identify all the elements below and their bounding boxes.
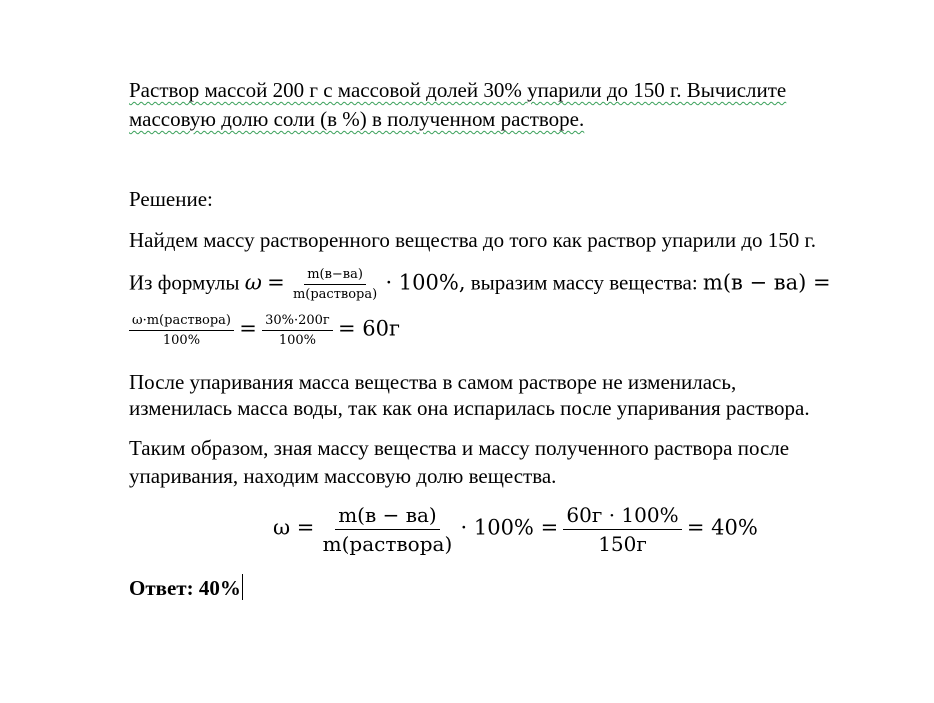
final-result: = 40% [686,515,758,540]
fraction-numerator: ω·m(раствора) [129,312,234,331]
text-cursor [242,574,244,600]
fraction-numerator: m(в − ва) [335,502,440,530]
final-fraction-2 [563,502,681,557]
fraction-denominator: 100% [162,333,201,348]
final-fraction-1 [320,502,456,557]
express-text: выразим массу вещества: [470,270,698,295]
times-100: · 100%, [385,270,466,295]
solution-heading: Решение: [129,187,213,211]
answer-value: 40% [198,576,241,600]
fraction-denominator: 100% [278,333,316,348]
paragraph-3-line-1: Таким образом, зная массу вещества и массу полученного раствора после [129,436,790,460]
final-lhs: ω = [273,515,315,540]
formula-line [129,266,831,303]
solution-step-1: Найдем массу растворенного вещества до того как раствор упарили до 150 г. [129,228,817,252]
mass-formula-fraction [129,312,234,349]
answer-line [129,574,243,603]
fraction-denominator: 150г [598,532,647,556]
omega-symbol: ω [244,270,262,295]
formula-intro: Из формулы [129,270,240,295]
substitution-line: $\frac{\text{ω·m(раствора)}}{100\%}$ = $\frac{30\%\cdot 200г}{100\%}$ = 60г [129,312,400,349]
fraction-numerator: 30%·200г [262,312,333,331]
fraction-denominator: m(раствора) [292,287,378,302]
numeric-fraction [262,312,333,349]
fraction-denominator: m(раствора) [322,532,453,556]
result-60g: = 60г [337,316,400,341]
final-formula [273,502,758,557]
fraction-numerator: 60г · 100% [563,502,681,530]
task-line-2: массовую долю соли (в %) в полученном растворе. [129,107,585,131]
equals-sign: = [267,270,285,295]
fraction-numerator: m(в−ва) [304,266,366,285]
paragraph-2-line-2: изменилась масса воды, так как она испарилась после упаривания раствора. [129,396,810,420]
final-mid: · 100% = [460,515,559,540]
paragraph-2-line-1: После упаривания масса вещества в самом растворе не изменилась, [129,370,737,394]
task-line-1: Раствор массой 200 г с массовой долей 30% упарили до 150 г. Вычислите [129,78,787,102]
mass-fraction-formula [290,266,380,303]
answer-label: Ответ: [129,576,194,600]
mass-substance-expr: m(в − ва) = [702,270,831,295]
paragraph-3-line-2: упаривания, находим массовую долю вещества. [129,464,557,488]
